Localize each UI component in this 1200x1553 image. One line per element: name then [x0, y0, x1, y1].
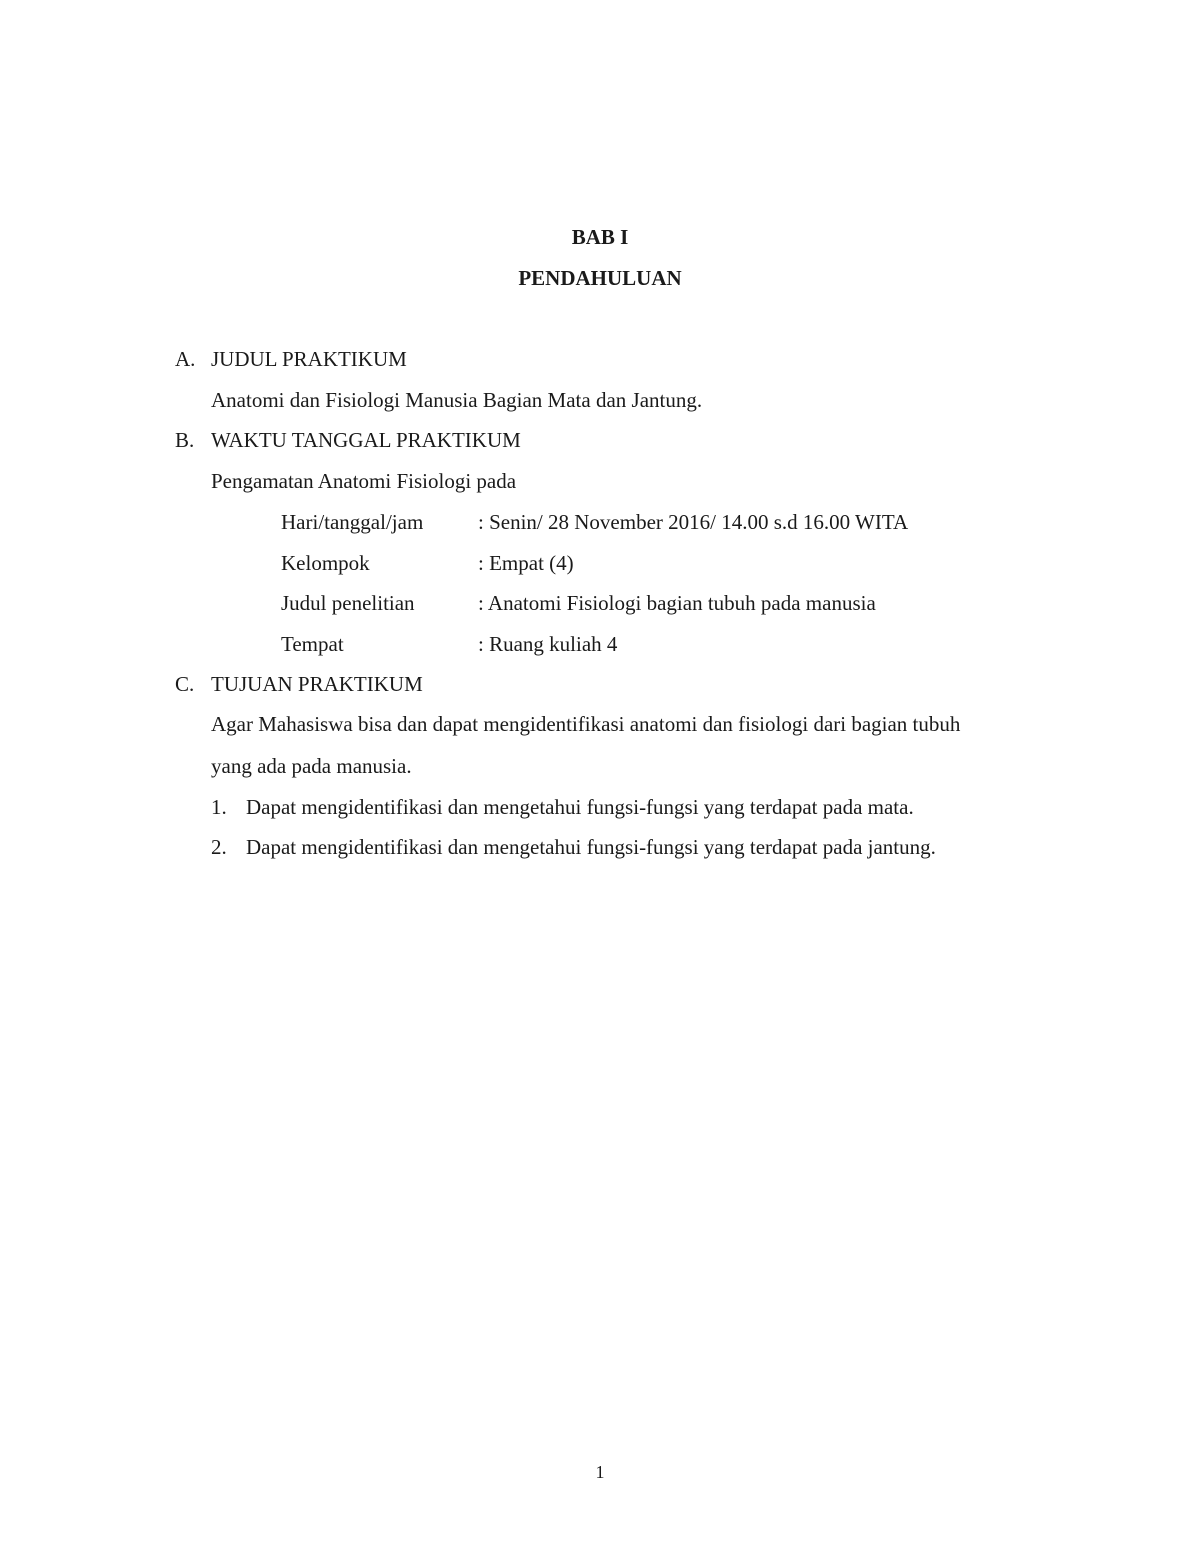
section-c-heading: TUJUAN PRAKTIKUM: [211, 672, 423, 696]
section-c-paragraph-line1: Agar Mahasiswa bisa dan dapat mengidentifikasi anatomi dan fisiologi dari bagian tubuh: [211, 712, 961, 736]
list-item-marker-1: 1.: [211, 795, 227, 819]
section-b-intro: Pengamatan Anatomi Fisiologi pada: [211, 469, 517, 493]
section-a-marker: A.: [175, 347, 196, 371]
section-b-heading: WAKTU TANGGAL PRAKTIKUM: [211, 428, 521, 452]
section-c-paragraph-line2: yang ada pada manusia.: [211, 754, 412, 778]
list-item-marker-2: 2.: [211, 835, 227, 859]
section-b-marker: B.: [175, 428, 195, 452]
info-value-kelompok: : Empat (4): [478, 551, 574, 575]
chapter-title: PENDAHULUAN: [518, 266, 682, 290]
info-label-hari: Hari/tanggal/jam: [281, 510, 424, 534]
list-item-text-1: Dapat mengidentifikasi dan mengetahui fungsi-fungsi yang terdapat pada mata.: [246, 795, 914, 819]
info-value-judul: : Anatomi Fisiologi bagian tubuh pada manusia: [478, 591, 876, 615]
list-item-text-2: Dapat mengidentifikasi dan mengetahui fungsi-fungsi yang terdapat pada jantung.: [246, 835, 936, 859]
info-value-tempat: : Ruang kuliah 4: [478, 632, 618, 656]
section-c-marker: C.: [175, 672, 195, 696]
info-label-judul: Judul penelitian: [281, 591, 415, 615]
page-number: 1: [595, 1462, 605, 1482]
chapter-number: BAB I: [571, 225, 629, 249]
info-value-hari: : Senin/ 28 November 2016/ 14.00 s.d 16.00 WITA: [478, 510, 909, 534]
section-a-heading: JUDUL PRAKTIKUM: [211, 347, 407, 371]
section-a-text: Anatomi dan Fisiologi Manusia Bagian Mata dan Jantung.: [211, 388, 703, 412]
info-label-tempat: Tempat: [281, 632, 344, 656]
info-label-kelompok: Kelompok: [281, 551, 370, 575]
